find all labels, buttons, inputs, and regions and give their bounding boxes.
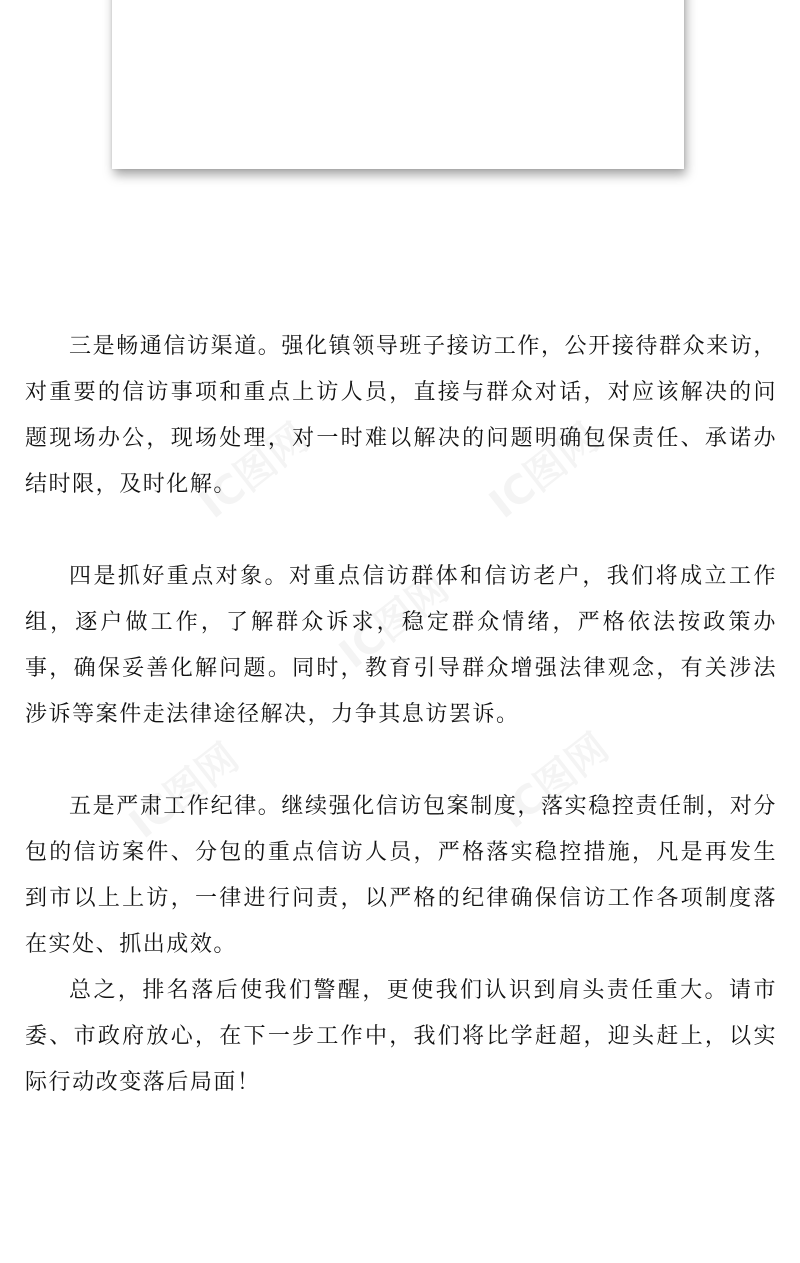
- document-page-preview: [112, 0, 684, 169]
- paragraph-channels: 三是畅通信访渠道。强化镇领导班子接访工作，公开接待群众来访，对重要的信访事项和重点上访人员，直接与群众对话，对应该解决的问题现场办公，现场处理，对一时难以解决的问题明确包保责任、承诺办结时限，及时化解。: [25, 334, 777, 497]
- paragraph-key-targets: 四是抓好重点对象。对重点信访群体和信访老户，我们将成立工作组，逐户做工作，了解群众诉求，稳定群众情绪，严格依法按政策办事，确保妥善化解问题。同时，教育引导群众增强法律观念，有关涉法涉诉等案件走法律途径解决，力争其息访罢诉。: [25, 564, 777, 727]
- paragraph-discipline: 五是严肃工作纪律。继续强化信访包案制度，落实稳控责任制，对分包的信访案件、分包的重点信访人员，严格落实稳控措施，凡是再发生到市以上上访，一律进行问责，以严格的纪律确保信访工作各项制度落在实处、抓出成效。: [25, 794, 777, 957]
- document-body: [25, 324, 777, 1106]
- paragraph-conclusion: 总之，排名落后使我们警醒，更使我们认识到肩头责任重大。请市委、市政府放心，在下一步工作中，我们将比学赶超，迎头赶上，以实际行动改变落后局面！: [25, 978, 777, 1095]
